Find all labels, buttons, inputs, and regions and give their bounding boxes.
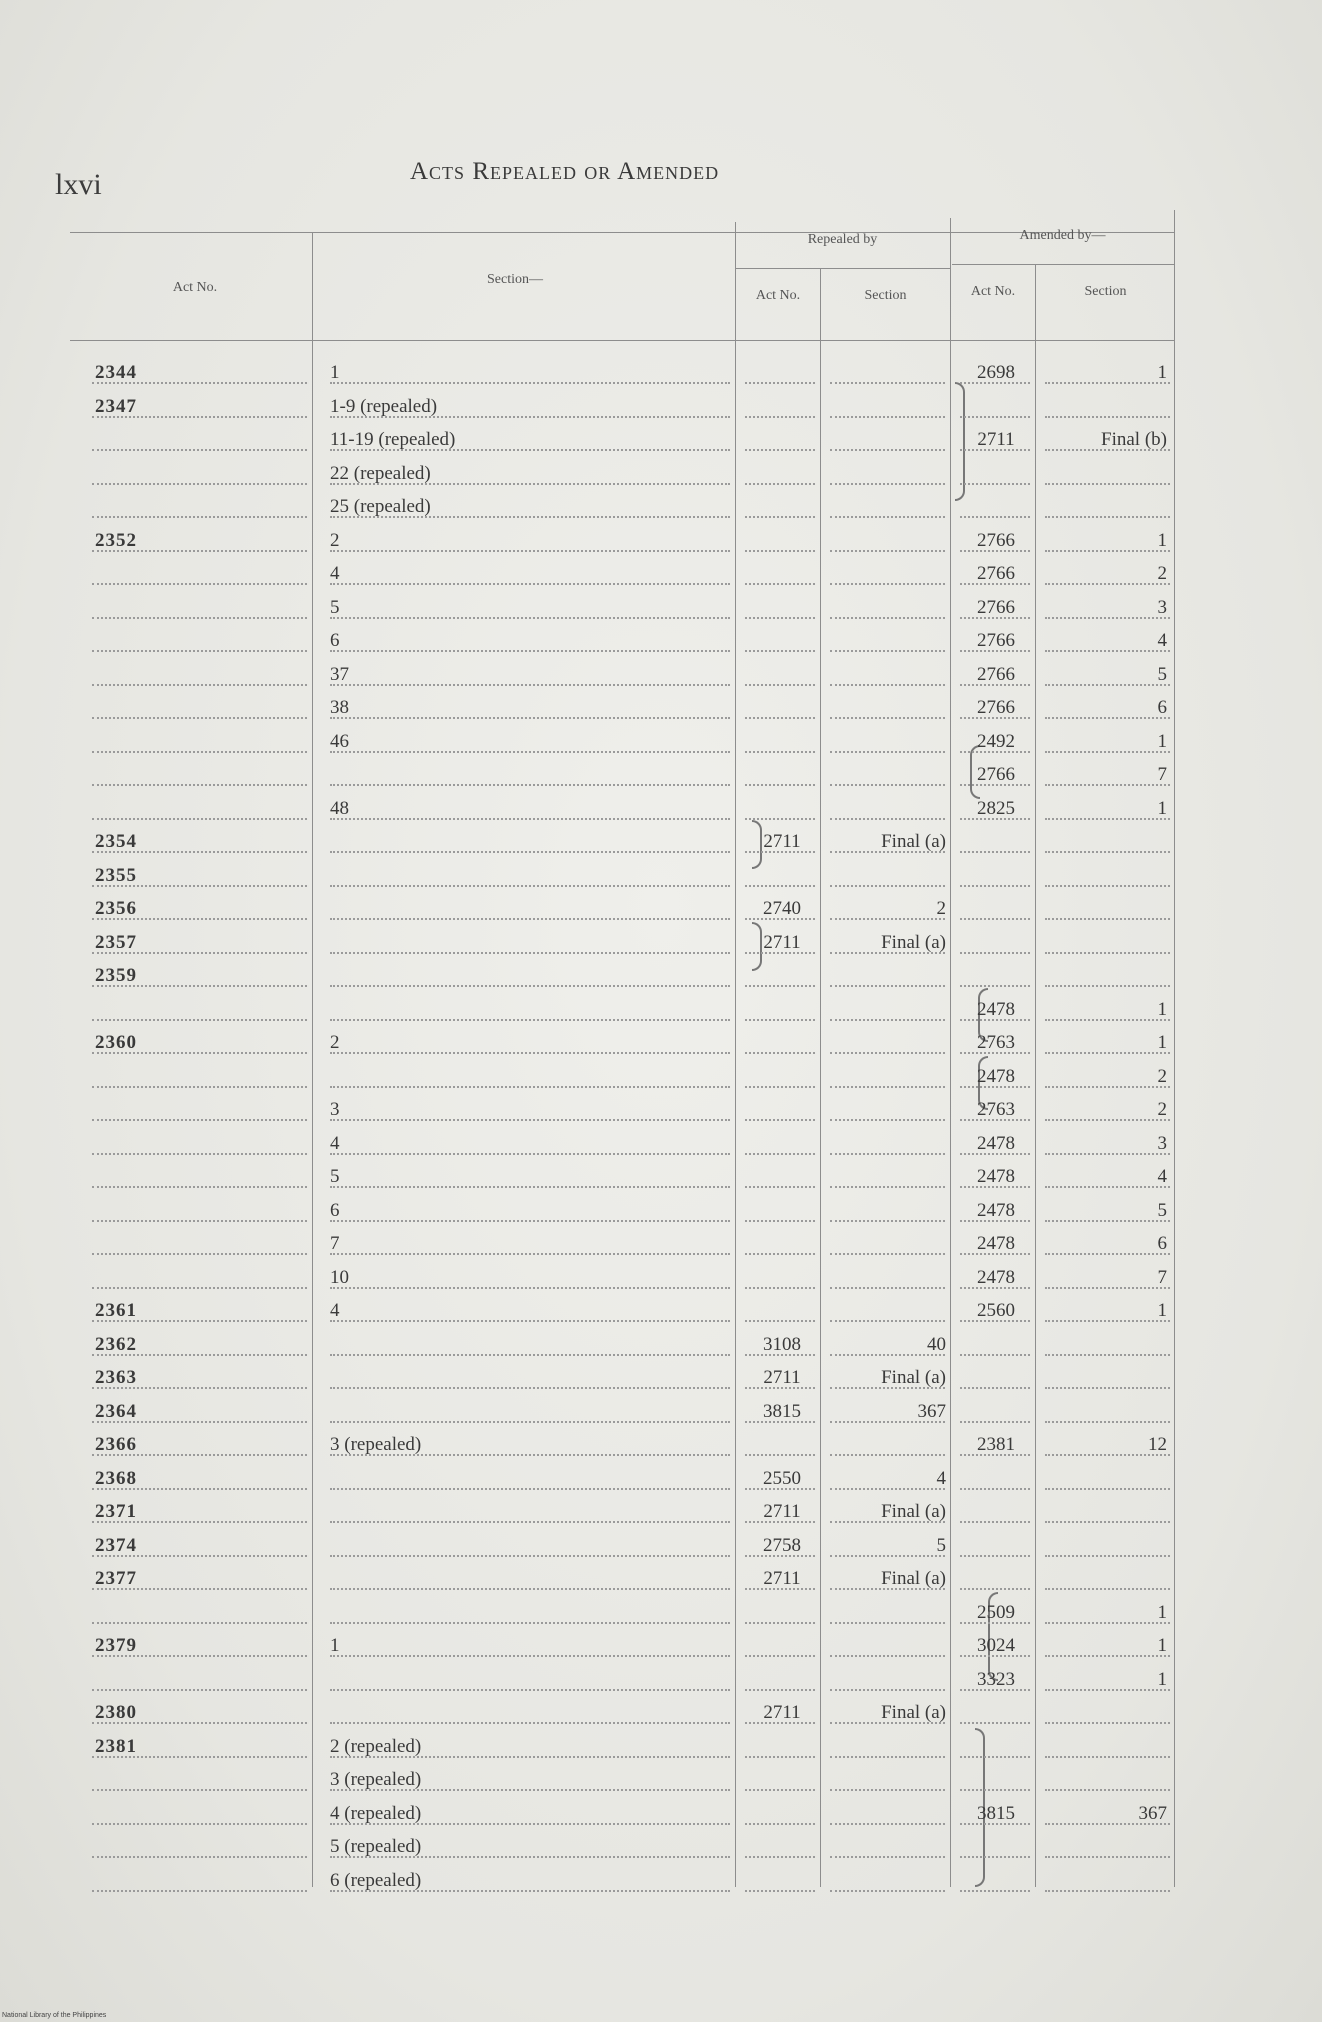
act-number: 2352: [95, 530, 185, 552]
act-number: 2363: [95, 1367, 185, 1389]
section-cell: 46: [330, 731, 720, 753]
dot-leader: [830, 1823, 945, 1825]
dot-leader: [830, 1789, 945, 1791]
repealed-section-cell: 40: [828, 1334, 946, 1356]
dot-leader: [92, 1186, 307, 1188]
amended-act-cell: 2560: [962, 1300, 1030, 1322]
dot-leader: [830, 1454, 945, 1456]
dot-leader: [960, 1387, 1030, 1389]
dot-leader: [745, 416, 815, 418]
dot-leader: [1045, 1588, 1170, 1590]
repealed-section-cell: 367: [828, 1401, 946, 1423]
dot-leader: [830, 751, 945, 753]
repealed-section-cell: Final (a): [828, 1702, 946, 1724]
header-repealed-act-no: Act No.: [755, 288, 801, 303]
dot-leader: [830, 1287, 945, 1289]
section-cell: 3 (repealed): [330, 1434, 720, 1456]
amended-section-cell: 5: [1042, 1200, 1167, 1222]
dot-leader: [830, 1756, 945, 1758]
dot-leader: [92, 483, 307, 485]
dot-leader: [745, 818, 815, 820]
amended-section-cell: 367: [1042, 1803, 1167, 1825]
section-cell: 4: [330, 563, 720, 585]
amended-act-cell: 2766: [962, 530, 1030, 552]
act-number: 2368: [95, 1468, 185, 1490]
dot-leader: [1045, 416, 1170, 418]
header-amended-section: Section: [1084, 284, 1127, 299]
dot-leader: [830, 550, 945, 552]
dot-leader: [92, 1019, 307, 1021]
section-cell: 5 (repealed): [330, 1836, 720, 1858]
header-amended-act-no: Act No.: [970, 284, 1016, 299]
repealed-section-cell: Final (a): [828, 932, 946, 954]
dot-leader: [960, 1856, 1030, 1858]
dot-leader: [745, 1186, 815, 1188]
dot-leader: [830, 617, 945, 619]
amended-act-cell: 2766: [962, 563, 1030, 585]
amended-section-cell: 1: [1042, 1032, 1167, 1054]
amended-act-cell: 3815: [962, 1803, 1030, 1825]
amended-section-cell: Final (b): [1042, 429, 1167, 451]
section-cell: 48: [330, 798, 720, 820]
dot-leader: [92, 1153, 307, 1155]
dot-leader: [1045, 918, 1170, 920]
act-number: 2355: [95, 865, 185, 887]
col-rule-4: [950, 218, 951, 1887]
header-section: Section—: [487, 272, 543, 287]
dot-leader: [960, 516, 1030, 518]
dot-leader: [830, 985, 945, 987]
dot-leader: [745, 1655, 815, 1657]
section-cell: 38: [330, 697, 720, 719]
act-number: 2344: [95, 362, 185, 384]
amended-act-cell: 2763: [962, 1032, 1030, 1054]
dot-leader: [1045, 885, 1170, 887]
section-cell: 6: [330, 1200, 720, 1222]
dot-leader: [92, 650, 307, 652]
amended-act-cell: 2478: [962, 1166, 1030, 1188]
dot-leader: [745, 1253, 815, 1255]
dot-leader: [745, 1086, 815, 1088]
dot-leader: [960, 483, 1030, 485]
repealed-section-cell: 5: [828, 1535, 946, 1557]
dot-leader: [830, 1086, 945, 1088]
dot-leader: [92, 818, 307, 820]
act-number: 2362: [95, 1334, 185, 1356]
amended-act-cell: 2492: [962, 731, 1030, 753]
dot-leader: [92, 1890, 307, 1892]
act-number: 2361: [95, 1300, 185, 1322]
act-number: 2359: [95, 965, 185, 987]
section-cell: 11-19 (repealed): [330, 429, 720, 451]
dot-leader: [830, 416, 945, 418]
dot-leader: [92, 717, 307, 719]
col-rule-6: [1174, 210, 1175, 1887]
dot-leader: [745, 1856, 815, 1858]
repealed-act-cell: 2711: [748, 831, 816, 853]
dot-leader: [745, 784, 815, 786]
dot-leader: [1045, 1421, 1170, 1423]
col-rule-3: [820, 268, 821, 1887]
dot-leader: [745, 449, 815, 451]
amended-section-cell: 4: [1042, 1166, 1167, 1188]
dot-leader: [745, 1454, 815, 1456]
act-number: 2374: [95, 1535, 185, 1557]
amended-section-cell: 1: [1042, 1300, 1167, 1322]
section-cell: 6 (repealed): [330, 1870, 720, 1892]
amended-section-cell: 1: [1042, 999, 1167, 1021]
amended-section-cell: 1: [1042, 1669, 1167, 1691]
dot-leader: [1045, 1756, 1170, 1758]
dot-leader: [330, 885, 730, 887]
dot-leader: [330, 1521, 730, 1523]
repealed-act-cell: 3108: [748, 1334, 816, 1356]
dot-leader: [830, 1890, 945, 1892]
dot-leader: [330, 1622, 730, 1624]
dot-leader: [330, 985, 730, 987]
repealed-act-cell: 2711: [748, 932, 816, 954]
amended-section-cell: 7: [1042, 764, 1167, 786]
act-number: 2364: [95, 1401, 185, 1423]
dot-leader: [1045, 1387, 1170, 1389]
dot-leader: [92, 583, 307, 585]
repealed-act-cell: 3815: [748, 1401, 816, 1423]
dot-leader: [830, 382, 945, 384]
dot-leader: [92, 1622, 307, 1624]
section-cell: 4: [330, 1133, 720, 1155]
act-number: 2379: [95, 1635, 185, 1657]
section-cell: 1: [330, 1635, 720, 1657]
header-bottom-rule: [70, 340, 1175, 341]
dot-leader: [745, 1890, 815, 1892]
section-cell: 37: [330, 664, 720, 686]
amended-act-cell: 2766: [962, 764, 1030, 786]
dot-leader: [960, 1890, 1030, 1892]
dot-leader: [330, 1555, 730, 1557]
dot-leader: [92, 1856, 307, 1858]
dot-leader: [92, 1789, 307, 1791]
section-cell: 6: [330, 630, 720, 652]
dot-leader: [745, 1823, 815, 1825]
amended-header-rule: [952, 264, 1174, 265]
dot-leader: [745, 1756, 815, 1758]
dot-leader: [960, 1488, 1030, 1490]
dot-leader: [745, 885, 815, 887]
act-number: 2381: [95, 1736, 185, 1758]
dot-leader: [330, 1019, 730, 1021]
dot-leader: [92, 449, 307, 451]
dot-leader: [1045, 483, 1170, 485]
dot-leader: [330, 1421, 730, 1423]
amended-section-cell: 6: [1042, 1233, 1167, 1255]
amended-section-cell: 1: [1042, 362, 1167, 384]
act-number: 2360: [95, 1032, 185, 1054]
repealed-act-cell: 2740: [748, 898, 816, 920]
dot-leader: [92, 1287, 307, 1289]
section-cell: 4: [330, 1300, 720, 1322]
amended-act-cell: 2766: [962, 697, 1030, 719]
repealed-section-cell: Final (a): [828, 1367, 946, 1389]
amended-section-cell: 1: [1042, 731, 1167, 753]
amended-section-cell: 2: [1042, 563, 1167, 585]
repealed-section-cell: 2: [828, 898, 946, 920]
dot-leader: [830, 1253, 945, 1255]
amended-section-cell: 2: [1042, 1066, 1167, 1088]
dot-leader: [1045, 1555, 1170, 1557]
amended-act-cell: 2509: [962, 1602, 1030, 1624]
repealed-act-cell: 2550: [748, 1468, 816, 1490]
dot-leader: [1045, 851, 1170, 853]
repealed-section-cell: Final (a): [828, 831, 946, 853]
dot-leader: [330, 1689, 730, 1691]
dot-leader: [92, 784, 307, 786]
repealed-act-cell: 2711: [748, 1367, 816, 1389]
header-act-no: Act No.: [172, 280, 218, 295]
dot-leader: [1045, 1354, 1170, 1356]
dot-leader: [830, 1220, 945, 1222]
repealed-section-cell: Final (a): [828, 1568, 946, 1590]
amended-act-cell: 2478: [962, 1066, 1030, 1088]
dot-leader: [1045, 1789, 1170, 1791]
amended-act-cell: 2825: [962, 798, 1030, 820]
dot-leader: [960, 1555, 1030, 1557]
amended-act-cell: 2478: [962, 1267, 1030, 1289]
amended-section-cell: 12: [1042, 1434, 1167, 1456]
amended-section-cell: 3: [1042, 597, 1167, 619]
dot-leader: [1045, 952, 1170, 954]
act-number: 2366: [95, 1434, 185, 1456]
dot-leader: [1045, 516, 1170, 518]
dot-leader: [960, 918, 1030, 920]
amended-section-cell: 4: [1042, 630, 1167, 652]
dot-leader: [92, 1086, 307, 1088]
dot-leader: [830, 885, 945, 887]
dot-leader: [745, 516, 815, 518]
dot-leader: [960, 416, 1030, 418]
amended-act-cell: 2478: [962, 1200, 1030, 1222]
repealed-act-cell: 2711: [748, 1568, 816, 1590]
section-cell: 3 (repealed): [330, 1769, 720, 1791]
dot-leader: [830, 483, 945, 485]
dot-leader: [1045, 1722, 1170, 1724]
amended-section-cell: 7: [1042, 1267, 1167, 1289]
header-repealed-section: Section: [864, 288, 907, 303]
dot-leader: [1045, 985, 1170, 987]
dot-leader: [745, 550, 815, 552]
act-number: 2354: [95, 831, 185, 853]
act-number: 2380: [95, 1702, 185, 1724]
act-number: 2356: [95, 898, 185, 920]
dot-leader: [330, 784, 730, 786]
page-number: lxvi: [55, 168, 102, 201]
dot-leader: [960, 1421, 1030, 1423]
dot-leader: [830, 1186, 945, 1188]
dot-leader: [960, 885, 1030, 887]
dot-leader: [960, 1588, 1030, 1590]
page-title: Acts Repealed or Amended: [410, 158, 720, 185]
dot-leader: [960, 1521, 1030, 1523]
dot-leader: [830, 1655, 945, 1657]
dot-leader: [330, 918, 730, 920]
section-cell: 2: [330, 1032, 720, 1054]
amended-section-cell: 6: [1042, 697, 1167, 719]
dot-leader: [960, 952, 1030, 954]
dot-leader: [960, 985, 1030, 987]
amended-section-cell: 2: [1042, 1099, 1167, 1121]
section-cell: 4 (repealed): [330, 1803, 720, 1825]
section-cell: 10: [330, 1267, 720, 1289]
dot-leader: [330, 1354, 730, 1356]
amended-act-cell: 2711: [962, 429, 1030, 451]
amended-act-cell: 2478: [962, 999, 1030, 1021]
act-number: 2377: [95, 1568, 185, 1590]
dot-leader: [745, 1622, 815, 1624]
dot-leader: [745, 583, 815, 585]
amended-act-cell: 2766: [962, 597, 1030, 619]
dot-leader: [745, 1019, 815, 1021]
act-number: 2371: [95, 1501, 185, 1523]
dot-leader: [745, 1789, 815, 1791]
dot-leader: [745, 617, 815, 619]
section-cell: 7: [330, 1233, 720, 1255]
amended-section-cell: 1: [1042, 798, 1167, 820]
dot-leader: [745, 1153, 815, 1155]
dot-leader: [830, 684, 945, 686]
dot-leader: [960, 851, 1030, 853]
amended-act-cell: 2478: [962, 1133, 1030, 1155]
amended-act-cell: 2698: [962, 362, 1030, 384]
dot-leader: [830, 1153, 945, 1155]
dot-leader: [92, 684, 307, 686]
dot-leader: [830, 784, 945, 786]
amended-act-cell: 3024: [962, 1635, 1030, 1657]
amended-act-cell: 2766: [962, 664, 1030, 686]
col-rule-5: [1035, 264, 1036, 1887]
dot-leader: [1045, 1890, 1170, 1892]
dot-leader: [330, 1722, 730, 1724]
dot-leader: [745, 985, 815, 987]
amended-section-cell: 3: [1042, 1133, 1167, 1155]
dot-leader: [830, 1622, 945, 1624]
dot-leader: [830, 818, 945, 820]
dot-leader: [960, 1789, 1030, 1791]
repealed-section-cell: 4: [828, 1468, 946, 1490]
dot-leader: [830, 1689, 945, 1691]
dot-leader: [92, 1119, 307, 1121]
dot-leader: [330, 1588, 730, 1590]
dot-leader: [92, 751, 307, 753]
dot-leader: [330, 851, 730, 853]
dot-leader: [830, 1320, 945, 1322]
section-cell: 3: [330, 1099, 720, 1121]
dot-leader: [745, 382, 815, 384]
section-cell: 1: [330, 362, 720, 384]
dot-leader: [830, 650, 945, 652]
section-cell: 5: [330, 1166, 720, 1188]
dot-leader: [830, 1019, 945, 1021]
amended-section-cell: 1: [1042, 1602, 1167, 1624]
section-cell: 2 (repealed): [330, 1736, 720, 1758]
dot-leader: [1045, 1521, 1170, 1523]
dot-leader: [330, 1086, 730, 1088]
col-rule-1: [312, 232, 313, 1887]
amended-section-cell: 5: [1042, 664, 1167, 686]
dot-leader: [92, 1220, 307, 1222]
footer-credit: National Library of the Philippines: [2, 2012, 107, 2019]
dot-leader: [830, 717, 945, 719]
dot-leader: [1045, 1488, 1170, 1490]
amended-section-cell: 1: [1042, 530, 1167, 552]
dot-leader: [745, 684, 815, 686]
repealed-header-rule: [735, 268, 950, 269]
section-cell: 1-9 (repealed): [330, 396, 720, 418]
dot-leader: [1045, 1856, 1170, 1858]
dot-leader: [745, 717, 815, 719]
dot-leader: [330, 1387, 730, 1389]
header-repealed-by: Repealed by: [807, 232, 878, 247]
dot-leader: [830, 1856, 945, 1858]
dot-leader: [330, 1488, 730, 1490]
section-cell: 25 (repealed): [330, 496, 720, 518]
repealed-section-cell: Final (a): [828, 1501, 946, 1523]
dot-leader: [330, 952, 730, 954]
amended-act-cell: 2478: [962, 1233, 1030, 1255]
dot-leader: [92, 617, 307, 619]
act-number: 2347: [95, 396, 185, 418]
dot-leader: [745, 650, 815, 652]
dot-leader: [92, 1253, 307, 1255]
dot-leader: [960, 1354, 1030, 1356]
dot-leader: [830, 1119, 945, 1121]
repealed-act-cell: 2711: [748, 1501, 816, 1523]
dot-leader: [92, 516, 307, 518]
amended-act-cell: 2381: [962, 1434, 1030, 1456]
dot-leader: [830, 516, 945, 518]
amended-act-cell: 3323: [962, 1669, 1030, 1691]
dot-leader: [92, 1823, 307, 1825]
dot-leader: [830, 583, 945, 585]
dot-leader: [745, 1220, 815, 1222]
act-number: 2357: [95, 932, 185, 954]
amended-act-cell: 2763: [962, 1099, 1030, 1121]
dot-leader: [745, 1287, 815, 1289]
repealed-act-cell: 2711: [748, 1702, 816, 1724]
section-cell: 22 (repealed): [330, 463, 720, 485]
dot-leader: [745, 1320, 815, 1322]
dot-leader: [960, 1722, 1030, 1724]
dot-leader: [745, 1119, 815, 1121]
amended-act-cell: 2766: [962, 630, 1030, 652]
header-amended-by: Amended by—: [1019, 228, 1106, 243]
dot-leader: [745, 751, 815, 753]
dot-leader: [745, 1689, 815, 1691]
repealed-act-cell: 2758: [748, 1535, 816, 1557]
dot-leader: [745, 483, 815, 485]
dot-leader: [92, 1689, 307, 1691]
dot-leader: [960, 1756, 1030, 1758]
amended-section-cell: 1: [1042, 1635, 1167, 1657]
section-cell: 5: [330, 597, 720, 619]
col-rule-2: [735, 222, 736, 1887]
dot-leader: [830, 449, 945, 451]
dot-leader: [745, 1052, 815, 1054]
dot-leader: [830, 1052, 945, 1054]
section-cell: 2: [330, 530, 720, 552]
